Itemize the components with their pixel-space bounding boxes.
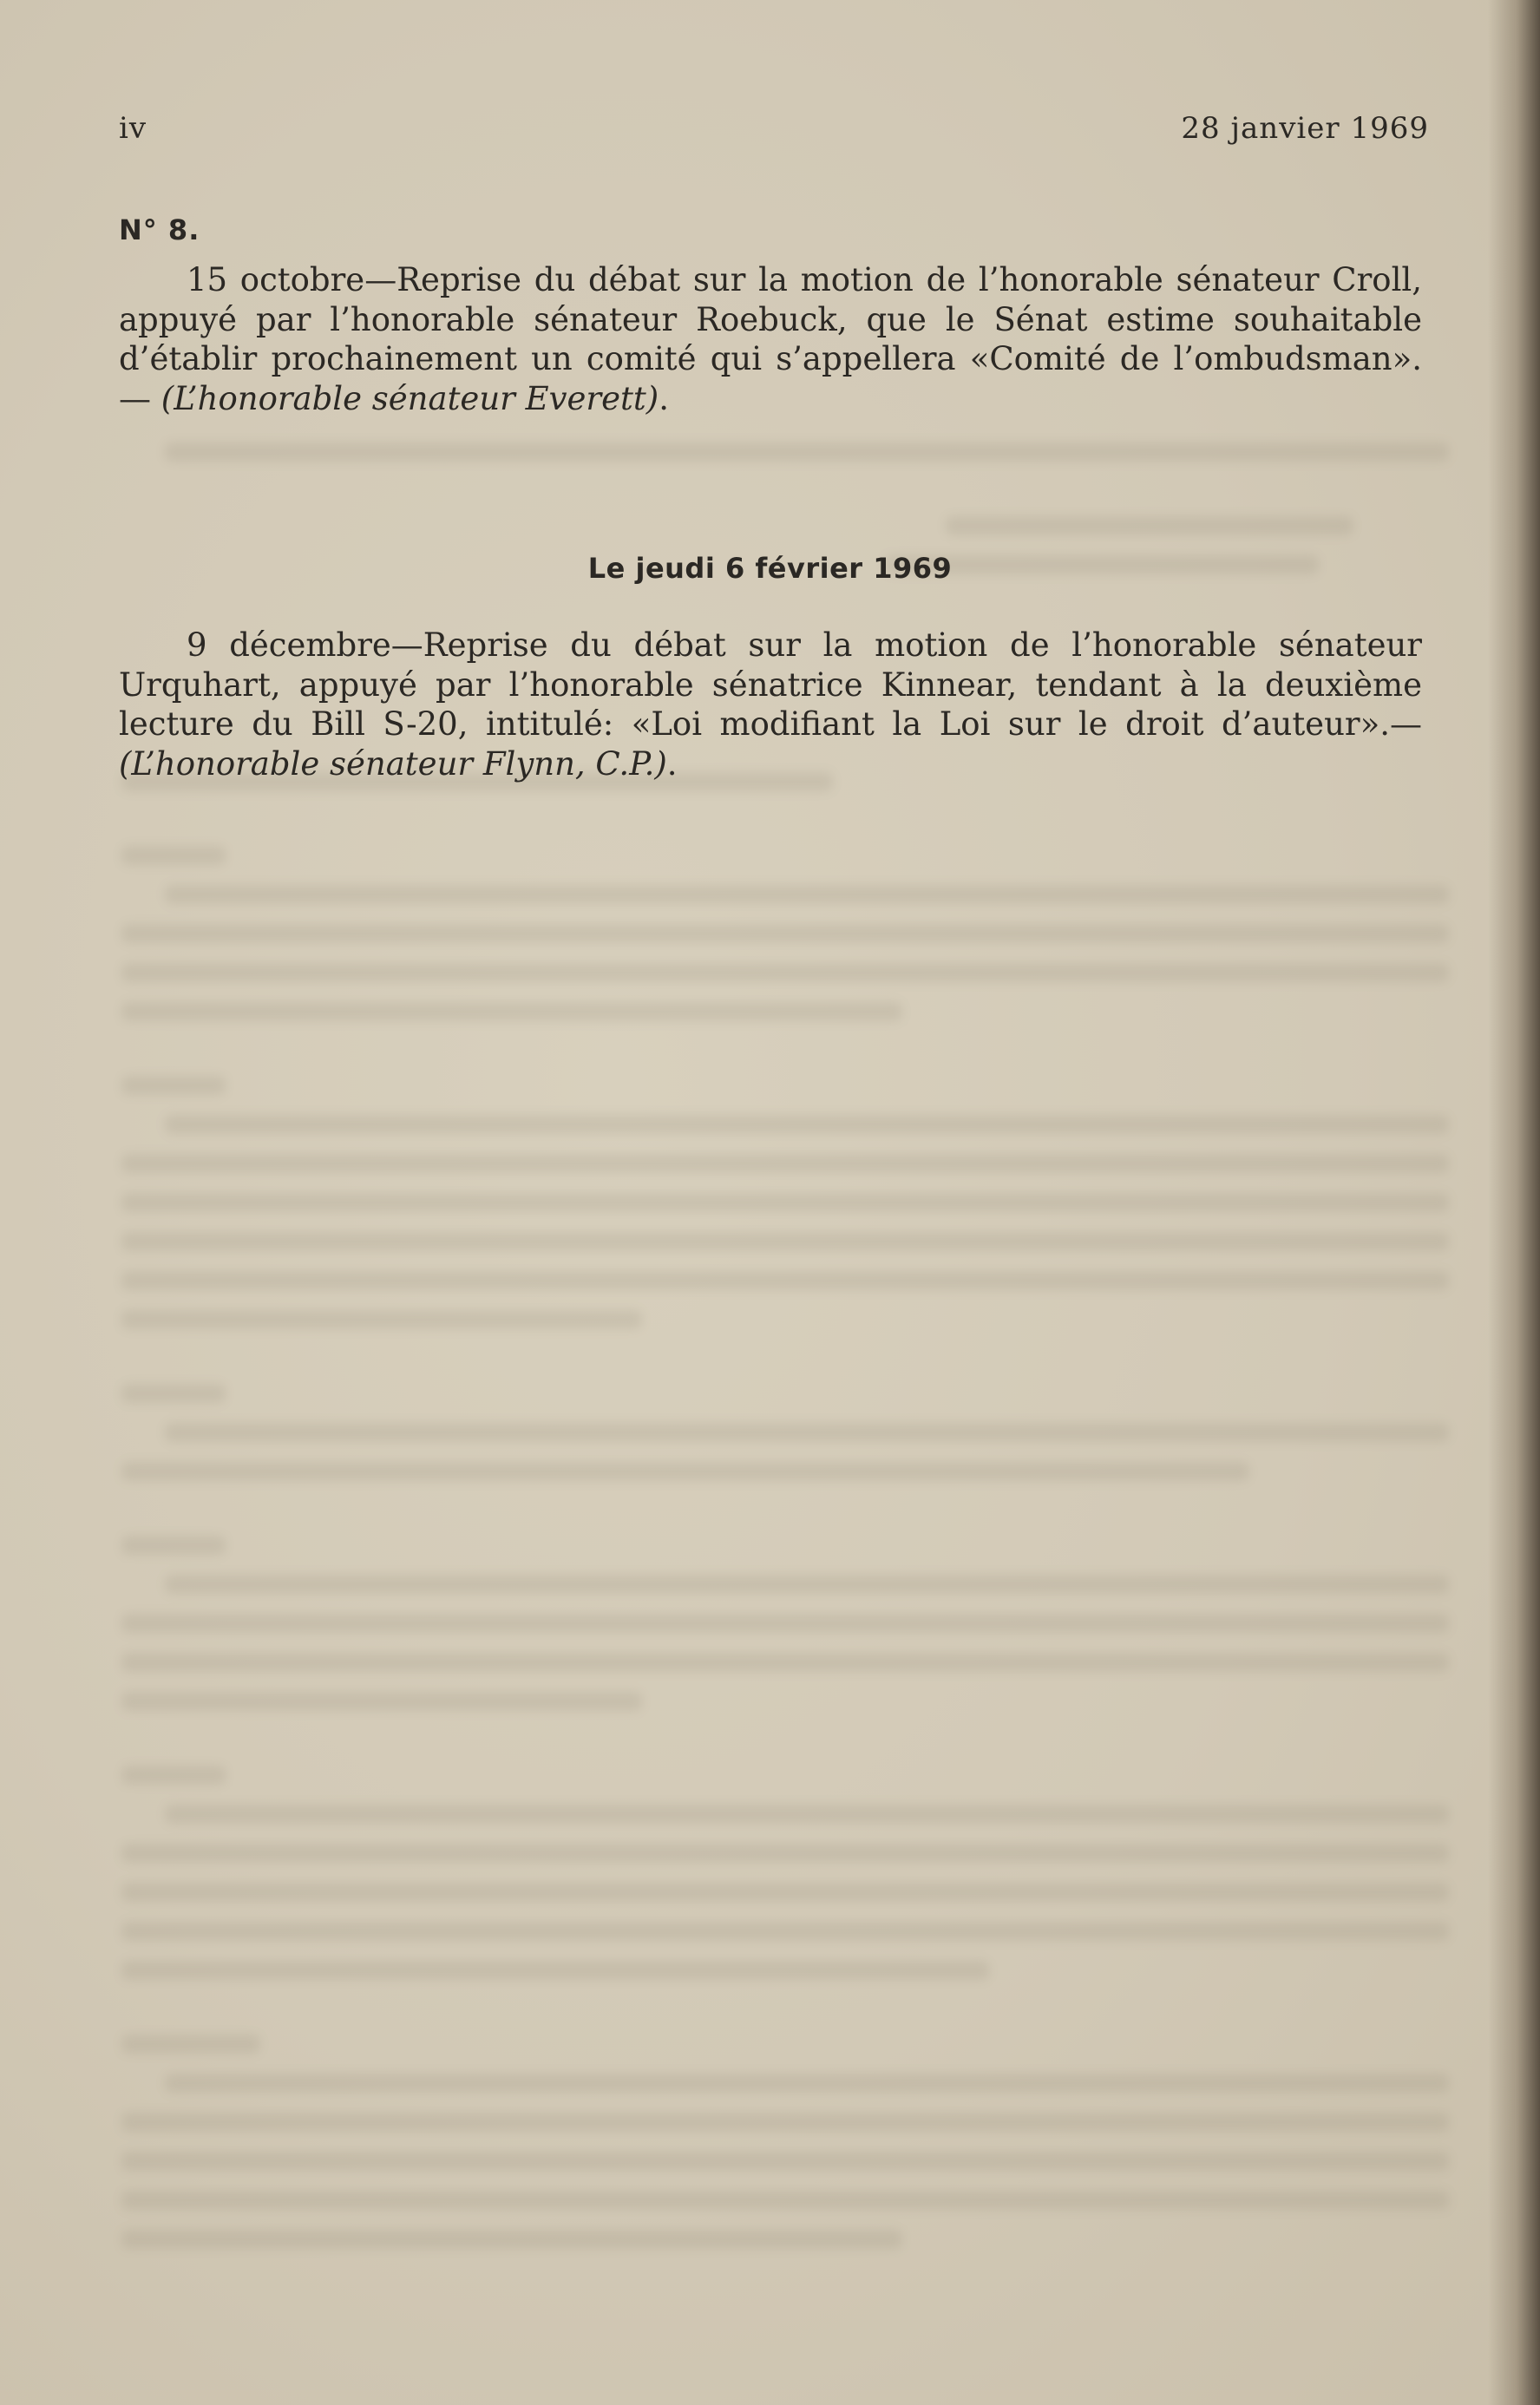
header-date: 28 janvier 1969 [1181,111,1429,146]
entry-attribution: (L’honorable sénateur Everett) [161,379,659,417]
section-text: 9 décembre—Reprise du débat sur la motion de l’honorable sénateur Urquhart, appuyé par l’honorable sénatrice Kinnear, tendant à la deuxième lecture du Bill S-20, intitulé: «Loi modifiant la Loi sur le droit d’auteur».— [119,626,1422,743]
running-header [119,111,1429,154]
section-paragraph [119,626,1422,783]
entry-number: N° 8. [119,213,200,246]
section-attribution: (L’honorable sénateur Flynn, C.P.) [119,744,667,783]
binding-shadow [1488,0,1540,2405]
entry-paragraph [119,260,1422,418]
entry-attribution-end: . [659,379,669,417]
entry-text: 15 octobre—Reprise du débat sur la motion de l’honorable sénateur Croll, appuyé par l’honorable sénateur Roebuck, que le Sénat estime souhaitable d’établir prochainement un comité qui s’appellera «Comité de l’ombudsman».— [119,261,1422,417]
section-attribution-end: . [666,744,678,783]
page-number: iv [119,111,147,146]
section-date-heading: Le jeudi 6 février 1969 [587,552,953,585]
